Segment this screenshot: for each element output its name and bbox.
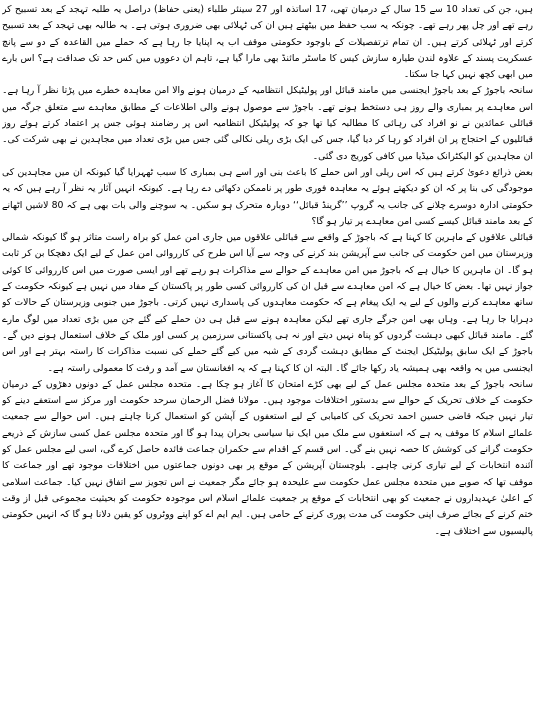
urdu-article-page xyxy=(2,2,533,723)
article-paragraph-5: سانحہ باجوڑ کے بعد متحدہ مجلس عمل کے لیے بھی کڑے امتحان کا آغاز ہو چکا ہے۔ متحدہ مجلس عمل کے دونوں دھڑوں کے درمیان حکومت کے خلاف تحریک کے حوالے سے بدستور اختلافات موجود ہیں۔ مولانا فضل الرحمان سرحد حکومت اور مرکز سے استعفے دینے کو تیار نہیں جبکہ قاضی حسین احمد تحریک کی کامیابی کے لیے استعفوں کے آپشن کو استعمال کرنا چاہتے ہیں۔ اس حوالے سے جمعیت علمائے اسلام کا موقف یہ ہے کہ استعفوں سے ملک میں ایک نیا سیاسی بحران پیدا ہو گا اور متحدہ مجلس عمل کسی سازش کے ذریعے حکومت گرانے کی کوشش کا حصہ نہیں بنے گی۔ اس قسم کے اقدام سے حکمران جماعت فائدہ حاصل کرے گی، اسی لیے مجلس عمل کو آئندہ انتخابات کے لیے تیاری کرنی چاہیے۔ بلوچستان آپریشن کے موقع پر بھی دونوں جماعتوں میں اختلافات موجود تھے اور جماعت کا موقف تھا کہ صوبے میں متحدہ مجلس عمل حکومت سے علیحدہ ہو جائے مگر جمعیت نے اس تجویز سے اتفاق نہیں کیا۔ جماعت اسلامی کے اعلیٰ عہدیداروں نے جمعیت کو بھی انتخابات کے موقع پر جمعیت علمائے اسلام اس موجودہ حکومت کو بحیثیت مجموعی قبل از وقت ختم کرنے کے بجائے صرف اپنی حکومت کی مدت پوری کرنے کے حامی ہیں۔ ایم ایم اے کو اپنے ووٹروں کو یقین دلانا ہو گا کہ انہیں حکومتی پالیسیوں سے اختلاف ہے۔ xyxy=(2,378,533,537)
article-paragraph-1: ہیں، جن کی تعداد 10 سے 15 سال کے درمیان تھی، 17 اساتذہ اور 27 سینئر طلباء (یعنی حفاظ) دراصل یہ طلبہ تہجد کے بعد تسبیح کر رہے تھے اور چل پھر رہے تھے۔ چونکہ یہ سب حفظ میں بیٹھتے ہیں ان کی ٹہلائی بھی ضروری ہوتی ہے۔ یہ طالبہ بھی تہجد کے بعد تسبیح کرتے اور ٹہلائی کرتے ہیں۔ ان تمام ترتفصیلات کے باوجود حکومتی موقف اب یہ اپنایا جا رہا ہے کہ حملے میں القاعدہ کے دو سے پانچ عسکریت پسند کے علاوہ لندن طیارہ سازش کیس کا ماسٹر مائنڈ بھی مارا گیا ہے، تاہم ان دعووں میں کس حد تک صداقت ہے؟ اس بارے میں ابھی کچھ نہیں کہا جا سکتا۔ xyxy=(2,4,533,81)
article-paragraph-3: بعض ذرائع دعویٰ کرتے ہیں کہ اس ریلی اور اس حملے کا باعث بنی اور اسے ہی بمباری کا سبب ٹھہرایا گیا کیونکہ ان میں مجاہدین کی موجودگی کی بنا پر کہ ان کو دیکھتے ہوئے یہ معاہدہ فوری طور پر ناممکن دکھائی دے رہا ہے۔ کیونکہ انہیں آثار یہ نظر آ رہے ہیں کہ یہ حکومتی ادارہ دوسرے چلانے کی جانب یہ گروپ ’’گرینڈ قبائل‘‘ دوبارہ متحرک ہو سکیں۔ یہ سوچنے والی بات بھی ہے کہ 80 لاشیں اٹھانے کے بعد مامند قبائل کیسے کسی امن معاہدے پر تیار ہو گا؟ xyxy=(2,166,533,227)
article-paragraph-2: سانحہ باجوڑ کے بعد باجوڑ ایجنسی میں مامند قبائل اور پولیٹیکل انتظامیہ کے درمیان ہونے والا امن معاہدہ خطرے میں پڑتا نظر آ رہا ہے۔ اس معاہدے پر بمباری والے روز ہی دستخط ہونے تھے۔ باجوڑ سے موصول ہونے والی اطلاعات کے مطابق معاہدے سے متعلق جرگہ میں قبائلی عمائدین نے نو افراد کی رہائی کا مطالبہ کیا تھا جو کہ پولیٹیکل انتظامیہ اس پر رضامند ہوئی جس پر اعتماد کرتے ہوئے روز قبائلیوں کے احتجاج پر ان افراد کو رہا کر دیا گیا، جس کی ایک بڑی ریلی نکالی گئی جس میں بڑی تعداد میں مجاہدین نے بھی شرکت کی۔ ان مجاہدین کو الیکٹرانک میڈیا میں کافی کوریج دی گئی۔ xyxy=(2,85,533,162)
article-paragraph-4: قبائلی علاقوں کے ماہرین کا کہنا ہے کہ باجوڑ کے واقعے سے قبائلی علاقوں میں جاری امن عمل کو براہ راست متاثر ہو گا کیونکہ شمالی وزیرستان میں امن حکومت کی جانب سے آپریشن بند کرنے کی وجہ سے آیا اس طرح کی کارروائی امن عمل کے لیے ایک دھچکا بن کر ثابت ہو گا۔ ان ماہرین کا خیال ہے کہ باجوڑ میں امن معاہدے کے حوالے سے مذاکرات ہو رہے تھے اور ایسی صورت میں اس کارروائی کا کوئی جواز نہیں تھا۔ بعض کا خیال ہے کہ امن معاہدے سے قبل ان کی کارروائی کسی طور پر پاکستان کے مفاد میں نہیں ہے کیونکہ حکومت کے ساتھ معاہدے کرنے والوں کے لیے یہ ایک پیغام ہے کہ حکومت معاہدوں کی پاسداری نہیں کرتی۔ باجوڑ میں جنوبی وزیرستان کے حالات کو دہرایا جا رہا ہے۔ وہاں بھی امن جرگے جاری تھے لیکن معاہدہ ہونے سے قبل ہی دن حملے کیے گئے جن میں بڑی تعداد میں لوگ مارے گئے۔ مامند قبائل کبھی دہشت گردوں کو پناہ نہیں دیتے اور نہ ہی پاکستانی سرزمین پر کسی اور ملک کے خلاف استعمال ہونے دیں گے۔ باجوڑ کے ایک سابق پولیٹیکل ایجنٹ کے مطابق دہشت گردی کے شبہ میں کیے گئے حملے کی نسبت مذاکرات کا راستہ بہتر ہے اور اس ایجنسی میں یہ واقعہ بھی ہمیشہ یاد رکھا جائے گا۔ البتہ ان کا کہنا ہے کہ یہ افغانستان سے آمد و رفت کا معمولی راستہ ہے۔ xyxy=(2,232,533,374)
